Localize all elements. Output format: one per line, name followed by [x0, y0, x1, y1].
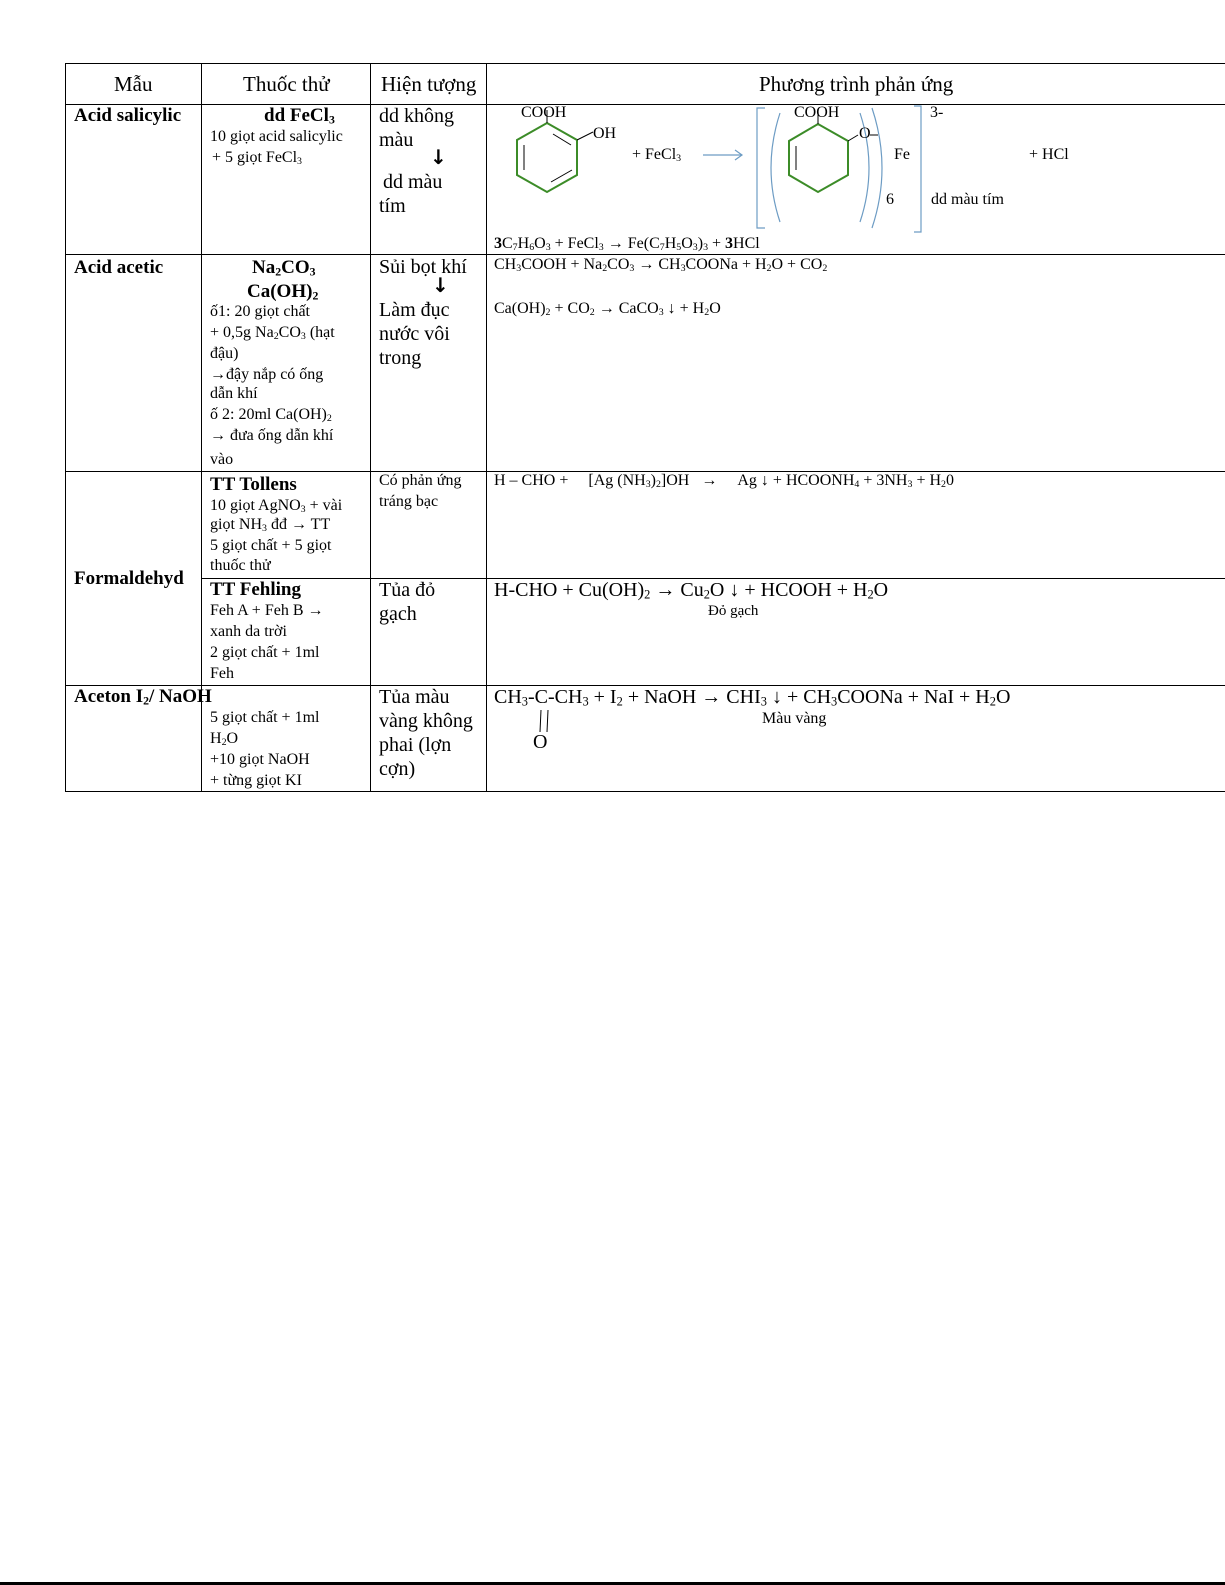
reagent-line: ố1: 20 giọt chất	[210, 303, 310, 320]
product-cooh-label: COOH	[794, 104, 840, 121]
reactant-oh-label: OH	[593, 125, 617, 142]
phenomenon-line: Tủa màu	[379, 686, 450, 708]
reagent-title-na2co3: $Na_2CO_3$	[252, 257, 316, 279]
reagent-line: 2 giọt chất + 1ml	[210, 644, 320, 661]
phenomenon-line: Sủi bọt khí	[379, 256, 467, 278]
reagent-line: thuốc thử	[210, 557, 271, 574]
equation-fehling: $H-CHO + Cu(OH)_2 \to Cu_2O$ ↓ + HCOOH + $H_2O$	[494, 579, 889, 602]
reagent-title-tollens: TT Tollens	[210, 474, 297, 495]
phenomenon-line: tráng bạc	[379, 493, 439, 510]
plus-hcl-label: + HCl	[1029, 146, 1069, 163]
reagent-line: $H_2O$	[210, 730, 239, 748]
phenomenon-line: tím	[379, 195, 406, 217]
phenomenon-line: dd màu	[383, 171, 443, 193]
phenomenon-line: nước vôi	[379, 323, 450, 345]
reagent-line: + 5 giọt FeCl$_3$	[212, 149, 302, 167]
reagent-line: →đậy nắp có ống	[210, 366, 324, 383]
product-fe-label: Fe	[894, 146, 910, 163]
reagent-line: Feh	[210, 665, 234, 682]
phenomenon-line: dd không	[379, 105, 454, 127]
reagent-title-fecl3: dd FeCl$_3$	[264, 105, 335, 127]
reagent-line: xanh da trời	[210, 623, 287, 640]
phenomenon-line: màu	[379, 129, 414, 151]
reagent-line: 5 giọt chất + 5 giọt	[210, 537, 332, 554]
header-phenomenon: Hiện tượng	[381, 72, 477, 96]
equation-summary: $3C_7H_6O_3$ + FeCl$_3$ → $Fe(C_7H_5O_3)_3 + 3HCl$	[494, 235, 760, 253]
reagent-line: đậu)	[210, 345, 239, 362]
aceton-note: Màu vàng	[762, 710, 827, 727]
product-benzene-ring	[789, 124, 848, 192]
bracket-icon	[757, 106, 921, 232]
header-equation: Phương trình phản ứng	[759, 72, 954, 96]
phenomenon-line: Tủa đỏ	[379, 579, 436, 601]
phenomenon-line: cợn)	[379, 758, 416, 780]
reagent-line: + 0,5g $Na_2CO_3$ (hạt	[210, 324, 335, 342]
equation-acetic-1: $CH_3COOH + Na_2CO_3$ → $CH_3COONa + H_2O + CO_2$	[494, 256, 828, 274]
reactant-benzene-ring	[517, 123, 577, 192]
reagent-line: + từng giọt KI	[210, 772, 302, 789]
reactant-cooh-label: COOH	[521, 104, 567, 121]
sample-acid-acetic: Acid acetic	[74, 257, 164, 278]
reagent-line: +10 giọt NaOH	[210, 751, 310, 768]
phenomenon-line: trong	[379, 347, 422, 369]
fehling-note: Đỏ gạch	[708, 603, 759, 619]
phenomenon-line: phai (lợn	[379, 734, 452, 756]
carbonyl-o-label: O	[533, 731, 548, 753]
equation-aceton: $CH_3-C-CH_3 + I_2$ + NaOH → $CHI_3$ ↓ + $CH_3COONa$ + NaI + $H_2O$	[494, 686, 1011, 709]
down-arrow-icon: ↓	[430, 145, 447, 169]
phenomenon-line: Làm đục	[379, 299, 450, 321]
product-count-label: 6	[886, 191, 894, 208]
phenomenon-line: Có phản ứng	[379, 472, 462, 489]
reagent-line: 10 giọt acid salicylic	[210, 128, 343, 145]
product-o-label: O	[859, 125, 871, 142]
sample-formaldehyd: Formaldehyd	[74, 568, 184, 589]
reagent-line: vào	[210, 451, 234, 468]
equation-acetic-2: $Ca(OH)_2 + CO_2$ → CaCO$_3$ ↓ + $H_2O$	[494, 300, 721, 318]
table-border-bottom	[65, 791, 1225, 792]
header-sample: Mẫu	[114, 72, 153, 96]
product-charge-label: 3-	[930, 104, 944, 121]
product-color-label: dd màu tím	[931, 191, 1004, 208]
reagent-line: giọt $NH_3$ đđ → TT	[210, 516, 331, 534]
reagent-line: ố 2: 20ml $Ca(OH)_2$	[210, 406, 332, 424]
sample-aceton: Aceton $I_2/$ NaOH	[74, 686, 212, 708]
phenomenon-line: vàng không	[379, 710, 473, 732]
phenomenon-line: gạch	[379, 603, 417, 625]
reagent-title-fehling: TT Fehling	[210, 579, 301, 600]
header-reagent: Thuốc thử	[243, 72, 330, 96]
down-arrow-icon: ↓	[432, 273, 449, 297]
reagent-line: dẫn khí	[210, 385, 258, 402]
reagent-line: Feh A + Feh B →	[210, 602, 324, 619]
sample-acid-salicylic: Acid salicylic	[74, 105, 182, 126]
plus-fecl3-label: + FeCl$_3$	[632, 146, 682, 164]
reagent-line: 10 giọt AgNO$_3$ + vài	[210, 497, 343, 515]
reaction-arrow-icon	[703, 150, 742, 160]
reagent-title-caoh2: $Ca(OH)_2$	[247, 281, 319, 303]
reagent-line: 5 giọt chất + 1ml	[210, 709, 320, 726]
equation-tollens: H – CHO + [Ag $(NH_3)_2]OH$ → Ag ↓ + $HCOONH_4 + 3NH_3 + H_20$	[494, 472, 954, 490]
reagent-line: → đưa ống dẫn khí	[210, 427, 334, 444]
